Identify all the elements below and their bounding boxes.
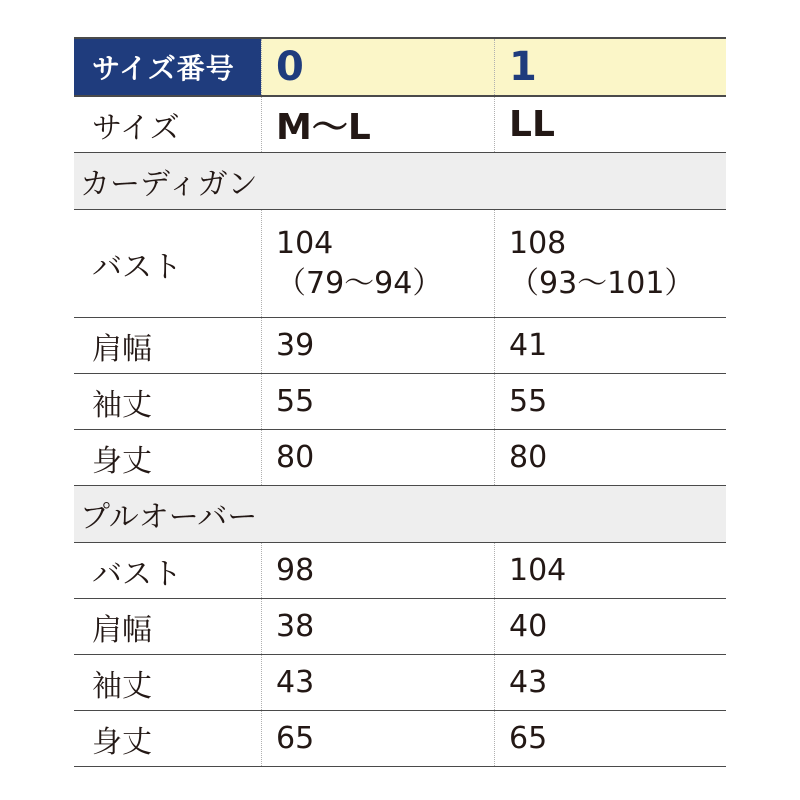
cell: 65 bbox=[261, 711, 494, 766]
row-label: バスト bbox=[92, 249, 182, 285]
table-row bbox=[74, 318, 726, 374]
size-number-label: サイズ番号 bbox=[74, 39, 261, 95]
cell-sub: （79～94） bbox=[276, 265, 443, 301]
row-label: バスト bbox=[92, 556, 182, 592]
size-table bbox=[74, 37, 726, 767]
size-value-0: M～L bbox=[261, 97, 494, 152]
cell: 55 bbox=[261, 374, 494, 429]
row-label: 肩幅 bbox=[92, 612, 152, 648]
row-label: 袖丈 bbox=[92, 387, 152, 423]
row-label: 身丈 bbox=[92, 724, 152, 760]
table-row bbox=[74, 655, 726, 711]
size-label: サイズ bbox=[92, 110, 180, 146]
table-row bbox=[74, 430, 726, 486]
size-row bbox=[74, 97, 726, 153]
cell bbox=[261, 210, 494, 317]
cell bbox=[494, 210, 726, 317]
cell: 38 bbox=[261, 599, 494, 654]
section-cardigan bbox=[74, 153, 726, 210]
table-row bbox=[74, 711, 726, 767]
cell: 40 bbox=[494, 599, 726, 654]
cell: 80 bbox=[261, 430, 494, 485]
cell: 104 bbox=[494, 543, 726, 598]
row-label: 袖丈 bbox=[92, 668, 152, 704]
table-row bbox=[74, 543, 726, 599]
cell: 55 bbox=[494, 374, 726, 429]
cell: 43 bbox=[261, 655, 494, 710]
size-value-1: LL bbox=[494, 97, 726, 152]
section-title: カーディガン bbox=[80, 167, 258, 202]
cell-sub: （93～101） bbox=[509, 265, 695, 301]
table-row bbox=[74, 599, 726, 655]
header-row bbox=[74, 37, 726, 97]
table-row bbox=[74, 210, 726, 318]
cell-main: 108 bbox=[509, 225, 567, 261]
cell: 80 bbox=[494, 430, 726, 485]
table-row bbox=[74, 374, 726, 430]
row-label: 肩幅 bbox=[92, 331, 152, 367]
cell: 98 bbox=[261, 543, 494, 598]
section-pullover bbox=[74, 486, 726, 543]
size-number-1: 1 bbox=[494, 39, 726, 95]
cell: 41 bbox=[494, 318, 726, 373]
cell: 43 bbox=[494, 655, 726, 710]
cell: 65 bbox=[494, 711, 726, 766]
size-number-0: 0 bbox=[261, 39, 494, 95]
row-label: 身丈 bbox=[92, 443, 152, 479]
section-title: プルオーバー bbox=[80, 500, 258, 535]
cell: 39 bbox=[261, 318, 494, 373]
cell-main: 104 bbox=[276, 225, 334, 261]
